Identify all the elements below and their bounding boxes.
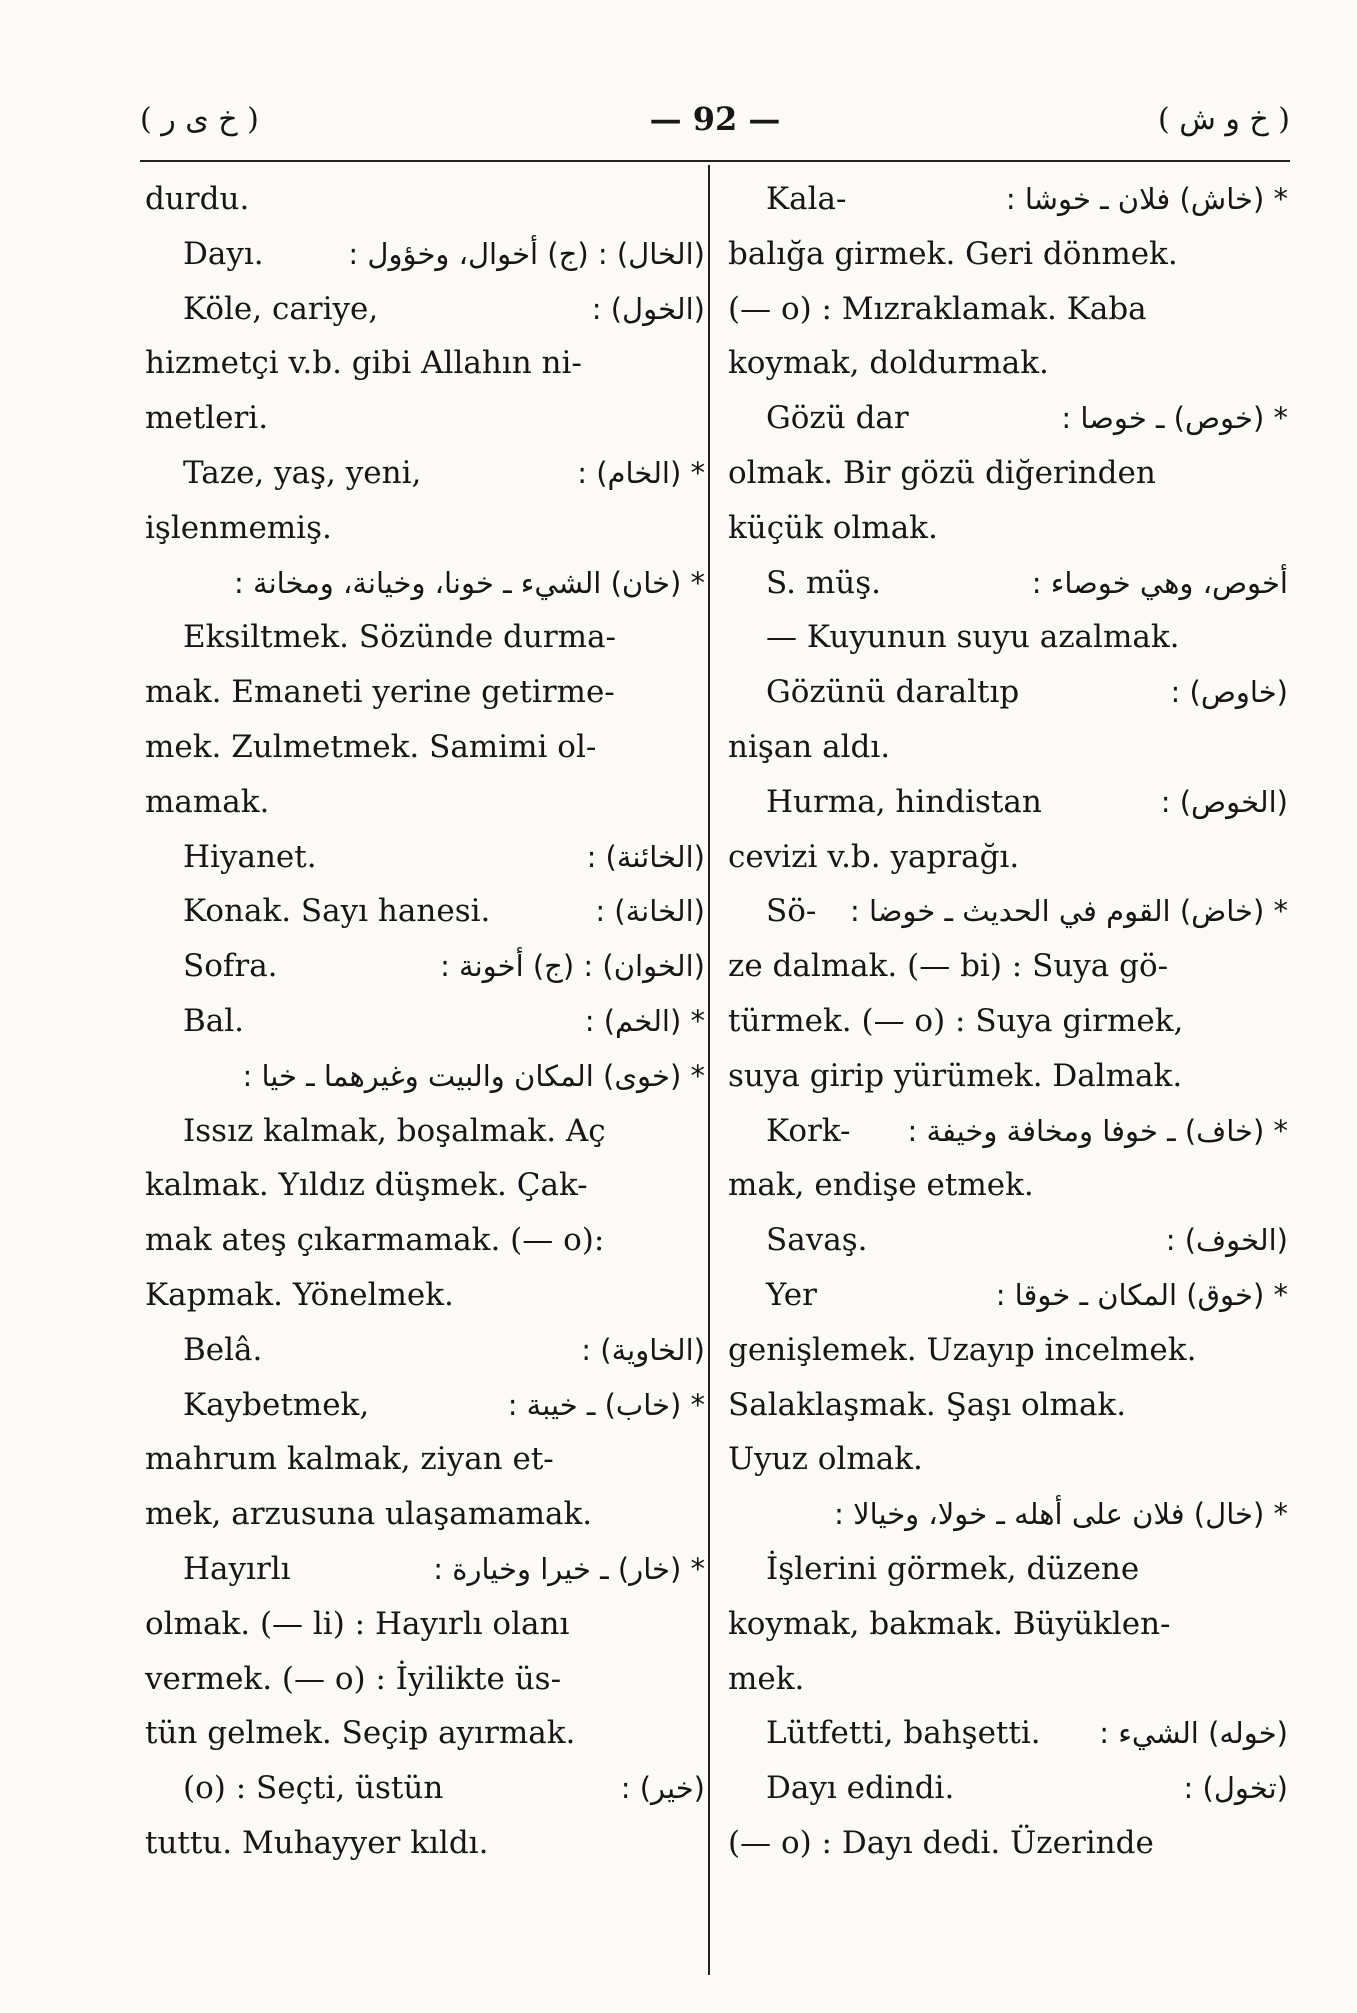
dictionary-line	[145, 939, 705, 994]
turkish-text: türmek. (— o) : Suya girmek,	[728, 1002, 1184, 1039]
dictionary-line	[145, 446, 705, 501]
dictionary-line	[728, 556, 1288, 611]
turkish-text: mahrum kalmak, ziyan et-	[145, 1441, 554, 1478]
turkish-text: tuttu. Muhayyer kıldı.	[145, 1824, 489, 1861]
turkish-text: S. müş.	[766, 564, 881, 601]
header-rule	[140, 160, 1290, 162]
turkish-text: Gözünü daraltıp	[766, 674, 1020, 711]
dictionary-line	[145, 665, 705, 720]
turkish-text: Hiyanet.	[183, 838, 317, 875]
dictionary-line	[728, 336, 1288, 391]
turkish-text: işlenmemiş.	[145, 509, 332, 546]
arabic-headword: (خير) :	[620, 1771, 705, 1806]
arabic-headword: (الخاوية) :	[581, 1332, 705, 1367]
dictionary-line	[145, 1049, 705, 1104]
dictionary-line	[145, 501, 705, 556]
dictionary-line	[145, 282, 705, 337]
dictionary-line	[145, 227, 705, 282]
dictionary-line	[145, 1706, 705, 1761]
turkish-text: Uyuz olmak.	[728, 1441, 923, 1478]
turkish-text: Köle, cariye,	[183, 290, 379, 327]
dictionary-line	[145, 1323, 705, 1378]
dictionary-line	[728, 720, 1288, 775]
turkish-text: mek.	[728, 1660, 805, 1697]
dictionary-line	[145, 1268, 705, 1323]
dictionary-line	[145, 1652, 705, 1707]
turkish-text: Sö-	[766, 893, 817, 930]
dictionary-line	[728, 1104, 1288, 1159]
turkish-text: Issız kalmak, boşalmak. Aç	[183, 1112, 606, 1149]
arabic-headword: (الخوف) :	[1165, 1223, 1288, 1258]
dictionary-line	[145, 1816, 705, 1871]
turkish-text: Kork-	[766, 1112, 851, 1149]
dictionary-line	[145, 1104, 705, 1159]
dictionary-line	[145, 336, 705, 391]
turkish-text: Belâ.	[183, 1331, 263, 1368]
turkish-text: Hurma, hindistan	[766, 783, 1042, 820]
turkish-text: durdu.	[145, 181, 250, 217]
arabic-headword: * (خاف) ـ خوفا ومخافة وخيفة :	[907, 1113, 1288, 1148]
turkish-text: mamak.	[145, 783, 270, 820]
dictionary-line	[728, 1761, 1288, 1816]
dictionary-line	[145, 1378, 705, 1433]
turkish-text: cevizi v.b. yaprağı.	[728, 838, 1020, 875]
dictionary-line	[728, 830, 1288, 885]
arabic-headword: أخوص، وهي خوصاء :	[1031, 565, 1288, 600]
dictionary-line	[728, 172, 1288, 227]
arabic-headword: (تخول) :	[1183, 1771, 1288, 1806]
dictionary-line	[728, 1816, 1288, 1871]
turkish-text: (— o) : Mızraklamak. Kaba	[728, 290, 1147, 327]
header-right-guide-word: ( خ و ش )	[1157, 102, 1290, 137]
dictionary-line	[145, 1158, 705, 1213]
dictionary-line	[728, 391, 1288, 446]
dictionary-line	[728, 227, 1288, 282]
turkish-text: Taze, yaş, yeni,	[183, 454, 422, 491]
dictionary-line	[728, 665, 1288, 720]
turkish-text: (o) : Seçti, üstün	[183, 1770, 444, 1807]
dictionary-line	[728, 1487, 1288, 1542]
arabic-headword: * (خار) ـ خيرا وخيارة :	[433, 1551, 705, 1586]
dictionary-line	[145, 1213, 705, 1268]
turkish-text: koymak, doldurmak.	[728, 345, 1049, 382]
arabic-headword: * (خوى) المكان والبيت وغيرهما ـ خيا :	[242, 1058, 705, 1093]
arabic-headword: * (خاش) فلان ـ خوشا :	[1005, 182, 1288, 216]
dictionary-line	[145, 1487, 705, 1542]
arabic-headword: (خوله) الشيء :	[1099, 1716, 1288, 1751]
dictionary-line	[145, 610, 705, 665]
arabic-headword: (الخوان) : (ج) أخونة :	[440, 949, 705, 984]
turkish-text: suya girip yürümek. Dalmak.	[728, 1057, 1183, 1094]
dictionary-line	[728, 1542, 1288, 1597]
turkish-text: Bal.	[183, 1002, 245, 1039]
arabic-headword: * (الخم) :	[584, 1003, 705, 1038]
turkish-text: mak. Emaneti yerine getirme-	[145, 674, 615, 711]
dictionary-line	[728, 1323, 1288, 1378]
dictionary-line	[728, 282, 1288, 337]
dictionary-line	[728, 939, 1288, 994]
arabic-headword: (الخال) : (ج) أخوال، وخؤول :	[348, 236, 705, 271]
dictionary-line	[728, 1049, 1288, 1104]
turkish-text: kalmak. Yıldız düşmek. Çak-	[145, 1167, 588, 1204]
dictionary-line	[728, 1706, 1288, 1761]
turkish-text: nişan aldı.	[728, 728, 891, 765]
turkish-text: olmak. Bir gözü diğerinden	[728, 454, 1156, 491]
turkish-text: ze dalmak. (— bi) : Suya gö-	[728, 948, 1169, 985]
turkish-text: vermek. (— o) : İyilikte üs-	[145, 1660, 562, 1697]
page-number: — 92 —	[649, 100, 781, 138]
column-divider	[708, 165, 710, 1975]
turkish-text: — Kuyunun suyu azalmak.	[766, 619, 1180, 656]
header-left-guide-word: ( خ ى ر )	[140, 102, 259, 137]
turkish-text: Sofra.	[183, 948, 278, 985]
arabic-headword: (خاوص) :	[1170, 675, 1288, 710]
turkish-text: olmak. (— li) : Hayırlı olanı	[145, 1605, 570, 1642]
dictionary-line	[728, 1268, 1288, 1323]
arabic-headword: * (خاض) القوم في الحديث ـ خوضا :	[849, 894, 1288, 929]
turkish-text: mek, arzusuna ulaşamamak.	[145, 1496, 593, 1533]
dictionary-line	[728, 1432, 1288, 1487]
dictionary-line	[145, 1432, 705, 1487]
arabic-headword: (الخانة) :	[595, 894, 705, 929]
turkish-text: Dayı edindi.	[766, 1770, 955, 1807]
arabic-headword: * (الخام) :	[577, 455, 705, 490]
arabic-headword: * (خاب) ـ خيبة :	[507, 1387, 705, 1422]
turkish-text: Kaybetmek,	[183, 1386, 370, 1423]
turkish-text: Yer	[766, 1276, 817, 1313]
turkish-text: koymak, bakmak. Büyüklen-	[728, 1605, 1171, 1642]
arabic-headword: * (خوص) ـ خوصا :	[1061, 401, 1288, 436]
arabic-headword: (الخوص) :	[1160, 784, 1288, 819]
dictionary-line	[728, 1378, 1288, 1433]
turkish-text: İşlerini görmek, düzene	[766, 1550, 1140, 1587]
turkish-text: Savaş.	[766, 1222, 868, 1259]
dictionary-line	[145, 172, 705, 227]
turkish-text: mek. Zulmetmek. Samimi ol-	[145, 728, 597, 765]
dictionary-line	[145, 884, 705, 939]
dictionary-line	[728, 884, 1288, 939]
dictionary-line	[145, 830, 705, 885]
arabic-headword: * (خان) الشيء ـ خونا، وخيانة، ومخانة :	[234, 565, 705, 600]
turkish-text: (— o) : Dayı dedi. Üzerinde	[728, 1824, 1154, 1861]
dictionary-line	[145, 1761, 705, 1816]
dictionary-line	[728, 1652, 1288, 1707]
turkish-text: balığa girmek. Geri dönmek.	[728, 235, 1178, 272]
dictionary-line	[728, 1158, 1288, 1213]
arabic-headword: * (خال) فلان على أهله ـ خولا، وخيالا :	[834, 1497, 1288, 1532]
dictionary-line	[728, 1213, 1288, 1268]
dictionary-line	[728, 775, 1288, 830]
dictionary-line	[145, 556, 705, 611]
arabic-headword: (الخائنة) :	[586, 839, 705, 874]
turkish-text: Eksiltmek. Sözünde durma-	[183, 619, 617, 656]
turkish-text: tün gelmek. Seçip ayırmak.	[145, 1715, 576, 1752]
dictionary-line	[728, 446, 1288, 501]
turkish-text: hizmetçi v.b. gibi Allahın ni-	[145, 345, 582, 382]
left-column	[145, 172, 705, 1871]
right-column	[728, 172, 1288, 1871]
turkish-text: Konak. Sayı hanesi.	[183, 893, 491, 930]
turkish-text: Lütfetti, bahşetti.	[766, 1715, 1041, 1752]
dictionary-line	[728, 501, 1288, 556]
turkish-text: Hayırlı	[183, 1550, 291, 1587]
dictionary-line	[145, 1597, 705, 1652]
dictionary-line	[728, 994, 1288, 1049]
dictionary-line	[145, 391, 705, 446]
turkish-text: küçük olmak.	[728, 509, 938, 546]
turkish-text: genişlemek. Uzayıp incelmek.	[728, 1331, 1197, 1368]
turkish-text: metleri.	[145, 400, 269, 437]
turkish-text: mak ateş çıkarmamak. (— o):	[145, 1222, 605, 1259]
dictionary-line	[728, 610, 1288, 665]
dictionary-line	[145, 775, 705, 830]
turkish-text: Salaklaşmak. Şaşı olmak.	[728, 1386, 1127, 1423]
turkish-text: Dayı.	[183, 235, 264, 272]
dictionary-line	[145, 1542, 705, 1597]
arabic-headword: (الخول) :	[591, 291, 705, 326]
turkish-text: Kapmak. Yönelmek.	[145, 1276, 454, 1313]
turkish-text: mak, endişe etmek.	[728, 1167, 1034, 1204]
turkish-text: Gözü dar	[766, 400, 909, 437]
dictionary-line	[145, 720, 705, 775]
page-header	[140, 92, 1290, 162]
arabic-headword: * (خوق) المكان ـ خوقا :	[995, 1277, 1288, 1312]
turkish-text: Kala-	[766, 181, 847, 217]
dictionary-line	[728, 1597, 1288, 1652]
dictionary-line	[145, 994, 705, 1049]
